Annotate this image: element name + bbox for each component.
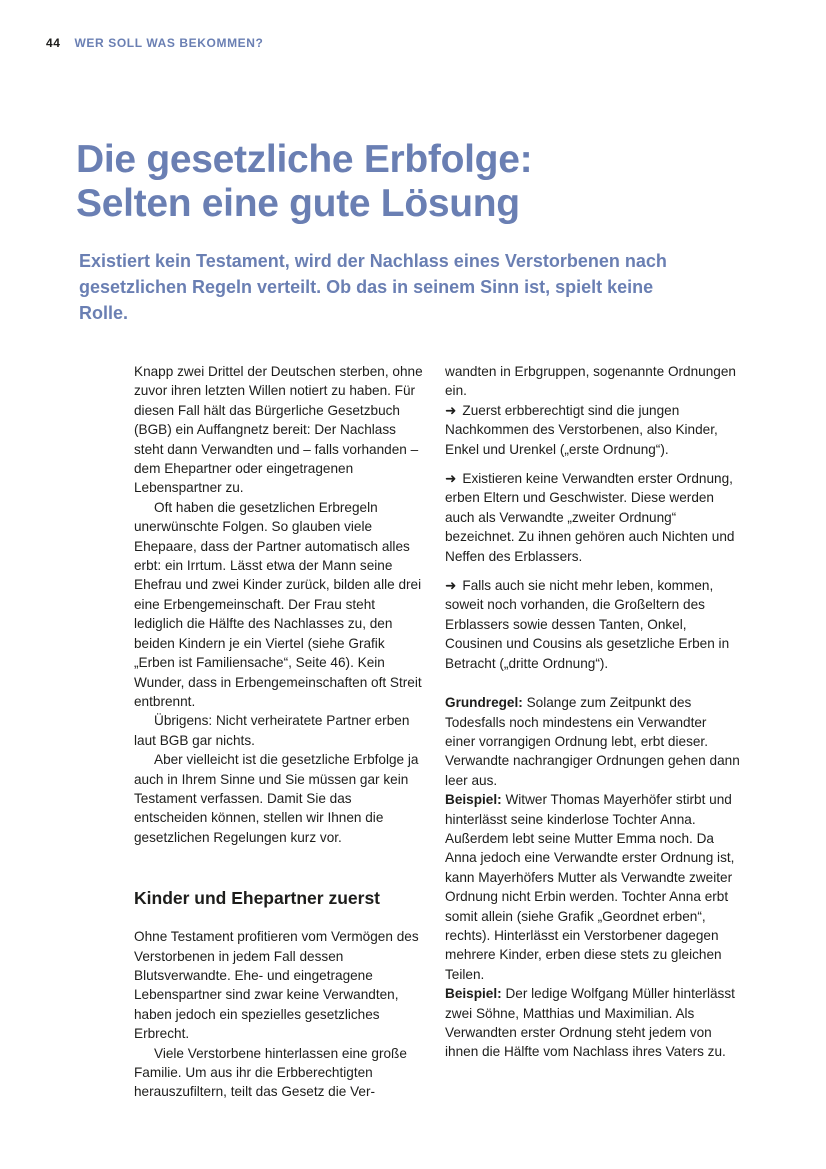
bullet-item-1: ➜ Zuerst erbberechtigt sind die jungen Nachkommen des Verstorbenen, also Kinder, Enkel und Urenkel („erste Ordnung“). xyxy=(445,402,718,457)
example-label: Beispiel: xyxy=(445,986,502,1002)
title-line-2: Selten eine gute Lösung xyxy=(76,182,520,225)
arrow-icon: ➜ xyxy=(445,578,457,594)
rule-paragraph: Grundregel: Solange zum Zeitpunkt des Todesfalls noch mindestens ein Verwandter einer vorrangigen Ordnung lebt, erbt dieser. Verwandte nachrangiger Ordnungen gehen dann leer aus. xyxy=(445,695,740,788)
left-paragraph-4: Aber vielleicht ist die gesetzliche Erbfolge ja auch in Ihrem Sinne und Sie müssen gar kein Testament verfassen. Damit Sie das entscheiden können, stellen wir Ihnen die gesetzlichen Regelungen kurz vor. xyxy=(134,752,419,845)
lead-paragraph: Existiert kein Testament, wird der Nachlass eines Verstorbenen nach gesetzlichen Regeln verteilt. Ob das in seinem Sinn ist, spielt keine Rolle. xyxy=(79,251,667,323)
arrow-icon: ➜ xyxy=(445,402,457,418)
left-paragraph-5: Ohne Testament profitieren vom Vermögen des Verstorbenen in jedem Fall dessen Blutsverwandte. Ehe- und eingetragene Lebenspartner sind zwar keine Verwandten, haben jedoch ein spezielles gesetzliches Erbrecht. xyxy=(134,929,419,1042)
left-column xyxy=(134,362,424,1102)
left-paragraph-3: Übrigens: Nicht verheiratete Partner erben laut BGB gar nichts. xyxy=(134,713,410,748)
rule-label: Grundregel: xyxy=(445,695,523,711)
bullet-item-2: ➜ Existieren keine Verwandten erster Ordnung, erben Eltern und Geschwister. Diese werden auch als Verwandte „zweiter Ordnung“ bezeichnet. Zu ihnen gehören auch Nichten und Neffen des Erblassers. xyxy=(445,471,735,564)
chapter-title: WER SOLL WAS BEKOMMEN? xyxy=(74,36,264,50)
page-number: 44 xyxy=(46,36,61,50)
running-header xyxy=(46,36,263,50)
example-label: Beispiel: xyxy=(445,792,502,808)
title-line-1: Die gesetzliche Erbfolge: xyxy=(76,138,533,181)
left-paragraph-2: Oft haben die gesetzlichen Erbregeln unerwünschte Folgen. So glauben viele Ehepaare, dass der Partner automatisch alles erbt: ein Irrtum. Lässt etwa der Mann seine Ehefrau und zwei Kinder zurück, bilden alle drei eine Erbengemeinschaft. Der Frau steht lediglich die Hälfte des Nachlasses zu, den beiden Kindern je ein Viertel (siehe Grafik „Erben ist Familiensache“, Seite 46). Kein Wunder, dass in Erbengemeinschaften oft Streit entbrennt. xyxy=(134,499,422,709)
example-paragraph-1: Beispiel: Witwer Thomas Mayerhöfer stirbt und hinterlässt seine kinderlose Tochter Anna. Außerdem lebt seine Mutter Emma noch. Da Anna jedoch eine Verwandte erster Ordnung ist, kann Mayerhöfers Mutter als Verwandte zweiter Ordnung nicht Erbin werden. Tochter Anna erbt somit allein (siehe Grafik „Geordnet erben“, rechts). Hinterlässt ein Verstorbener dagegen mehrere Kinder, erben diese stets zu gleichen Teilen. xyxy=(445,792,735,982)
example-paragraph-2: Beispiel: Der ledige Wolfgang Müller hinterlässt zwei Söhne, Matthias und Maximilian. Als Verwandten erster Ordnung steht jedem von ihnen die Hälfte vom Nachlass ihres Vaters zu. xyxy=(445,986,735,1060)
right-column xyxy=(445,362,740,1062)
left-paragraph-1: Knapp zwei Drittel der Deutschen sterben, ohne zuvor ihren letzten Willen notiert zu haben. Für diesen Fall hält das Bürgerliche Gesetzbuch (BGB) ein Auffangnetz bereit: Der Nachlass steht dann Verwandten und – falls vorhanden – dem Ehepartner oder eingetragenen Lebenspartner zu. xyxy=(134,364,423,496)
page-title xyxy=(76,138,776,226)
left-paragraph-6: Viele Verstorbene hinterlassen eine große Familie. Um aus ihr die Erbberechtigten herauszufiltern, teilt das Gesetz die Ver- xyxy=(134,1045,407,1100)
bullet-item-3: ➜ Falls auch sie nicht mehr leben, kommen, soweit noch vorhanden, die Großeltern des Erblassers sowie dessen Tanten, Onkel, Cousinen und Cousins als gesetzliche Erben in Betracht („dritte Ordnung“). xyxy=(445,578,730,671)
subheading: Kinder und Ehepartner zuerst xyxy=(134,888,381,909)
arrow-icon: ➜ xyxy=(445,471,457,487)
right-paragraph-1: wandten in Erbgruppen, sogenannte Ordnungen ein. xyxy=(445,364,736,399)
